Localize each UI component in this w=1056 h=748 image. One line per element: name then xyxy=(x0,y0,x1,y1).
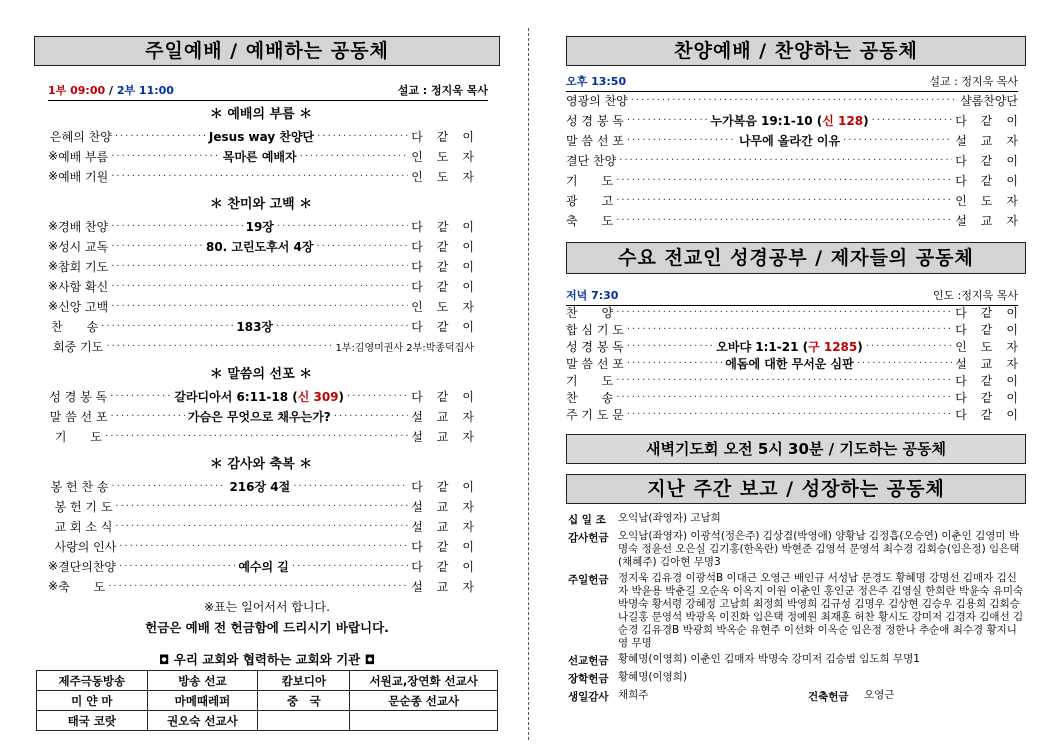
program-leader: 다같이 xyxy=(955,323,1032,337)
program-content-text: 183장 xyxy=(236,319,274,334)
program-content xyxy=(223,148,297,165)
program-label: 성시 교독 xyxy=(58,239,109,254)
report-row xyxy=(568,671,1024,686)
program-leader: 다같이 xyxy=(955,374,1032,388)
leader-dots xyxy=(101,321,233,332)
report-category: 건축헌금 xyxy=(808,691,849,703)
leader-dots xyxy=(616,175,952,186)
program-leader: 다같이 xyxy=(411,279,488,294)
partner-cell: 방송 선교 xyxy=(147,671,258,691)
sermon-preacher: 설교 : 정지욱 목사 xyxy=(397,84,488,97)
leader-dots xyxy=(616,392,952,403)
program-content-end: ) xyxy=(338,389,345,404)
program-row xyxy=(48,126,488,146)
partners-table xyxy=(36,670,498,731)
program-label: 회중 기도 xyxy=(53,339,104,354)
program-content xyxy=(710,112,868,129)
leader-dots xyxy=(616,307,952,318)
leader-dots xyxy=(106,341,332,352)
section-title: ＊ 찬미와 고백 ＊ xyxy=(209,197,313,212)
program-label: 성 경 봉 독 xyxy=(566,113,624,128)
report-names: 황혜명(이영희) xyxy=(618,671,688,683)
wednesday-study-header: 수요 전교인 성경공부 / 제자들의 공동체 xyxy=(566,242,1026,274)
leader-dots xyxy=(115,131,206,142)
program-label: 기 도 xyxy=(54,429,103,444)
program-content-text: 오바댜 1:1-21 ( xyxy=(716,340,809,354)
program-leader: 다같이 xyxy=(411,389,488,404)
sunday-info-bar xyxy=(48,82,488,101)
program-leader: 설교자 xyxy=(411,499,488,514)
program-leader: 다같이 xyxy=(955,173,1032,188)
praise-worship-header: 찬양예배 / 찬양하는 공동체 xyxy=(566,36,1026,66)
partner-cell: 제주극동방송 xyxy=(37,671,148,691)
leader-dots xyxy=(111,241,203,252)
program-row xyxy=(48,296,488,316)
offering-note: 헌금은 예배 전 헌금함에 드리시기 바랍니다. xyxy=(145,620,389,635)
program-row xyxy=(566,90,1018,110)
leader-dots xyxy=(111,261,408,272)
leader-dots xyxy=(843,135,952,146)
leader-dots xyxy=(616,215,952,226)
praise-preacher: 설교 : 정지욱 목사 xyxy=(929,75,1018,88)
partner-cell: 권오숙 선교사 xyxy=(147,711,258,731)
partners-row xyxy=(37,691,498,711)
program-label: 신앙 고백 xyxy=(58,299,109,314)
weekly-report-header: 지난 주간 보고 / 성장하는 공동체 xyxy=(566,474,1026,504)
program-leader: 다같이 xyxy=(411,129,488,144)
leader-dots xyxy=(111,151,220,162)
program-leader: 다같이 xyxy=(955,113,1032,128)
program-label: 은혜의 찬양 xyxy=(50,129,112,144)
program-leader: 다같이 xyxy=(955,306,1032,320)
program-label: 참회 기도 xyxy=(58,259,109,274)
program-label: 축 도 xyxy=(58,579,106,594)
partner-cell: 마메때레퍼 xyxy=(147,691,258,711)
program-label: 결단의찬양 xyxy=(58,559,117,574)
program-label: 기 도 xyxy=(566,173,614,188)
program-row xyxy=(566,150,1032,170)
leader-dots xyxy=(115,521,408,532)
sunday-worship-header: 주일예배 / 예배하는 공동체 xyxy=(34,36,500,66)
program-leader: 다같이 xyxy=(411,559,488,574)
program-leader: 설교자 xyxy=(411,429,488,444)
leader-dots xyxy=(866,341,952,352)
wednesday-time: 저녁 7:30 xyxy=(566,289,619,302)
program-label: 말 씀 선 포 xyxy=(49,409,108,424)
report-row xyxy=(568,530,1024,569)
program-label: 찬 양 xyxy=(566,306,614,320)
program-content-text: 19장 xyxy=(245,219,274,234)
leader-dots xyxy=(277,221,408,232)
leader-dots xyxy=(627,115,708,126)
service-time-2: 2부 11:00 xyxy=(116,84,174,97)
stand-mark: ※ xyxy=(48,279,59,293)
program-content xyxy=(739,132,840,149)
program-row xyxy=(48,406,488,426)
partners-row xyxy=(37,711,498,731)
program-leader: 인도자 xyxy=(411,149,488,164)
report-row xyxy=(568,653,1024,668)
wednesday-leader: 인도 :정지욱 목사 xyxy=(932,289,1018,302)
program-row xyxy=(48,146,488,166)
program-leader: 다같이 xyxy=(411,539,488,554)
partner-cell: 캄보디아 xyxy=(258,671,350,691)
report-category: 장학헌금 xyxy=(568,673,609,685)
service-time-1: 1부 09:00 xyxy=(48,84,106,97)
program-row xyxy=(48,256,488,276)
leader-dots xyxy=(872,115,953,126)
program-row xyxy=(48,496,488,516)
service-time-separator: / xyxy=(105,84,117,97)
program-content-text: 나무에 올라간 이유 xyxy=(738,133,841,148)
program-leader: 1부:김영미권사 2부:박종덕집사 xyxy=(335,342,474,354)
standing-note: ※표는 일어서서 합니다. xyxy=(204,600,330,614)
leader-dots xyxy=(119,541,408,552)
program-content xyxy=(188,408,331,425)
report-names: 정지욱 김유경 이광석B 이대근 오영근 배인규 서성남 문경도 황혜명 강명선 김매자 김신자 박윤용 박춘길 오순옥 이옥지 이원 이춘인 홍인군 정은주 김영실 한희란 박윤숙 유미숙 박명숙 황서령 강혜정 고남희 최정희 박영희 김규성 김명우 김상현 김승우 김용희 김회승 나길홍 문영석 박광옥 이진화 임은택 정예원 최재훈 허찬 황시도 강미저 김경자 김애선 김순경 김유경B 박광희 박옥순 유현주 이선화 이옥순 임은정 정한나 추순애 최수경 황지니영 무명 xyxy=(618,572,1024,649)
program-row xyxy=(48,166,488,186)
program-row xyxy=(566,372,1032,389)
program-content xyxy=(174,388,344,405)
program-leader: 다같이 xyxy=(411,259,488,274)
dawn-prayer-header: 새벽기도회 오전 5시 30분 / 기도하는 공동체 xyxy=(566,434,1026,464)
report-names: 채희주 xyxy=(618,689,649,701)
program-row xyxy=(48,516,488,536)
leader-dots xyxy=(111,171,408,182)
leader-dots xyxy=(317,131,408,142)
program-row xyxy=(48,536,488,556)
wednesday-order xyxy=(566,304,1032,423)
report-names: 오영근 xyxy=(864,689,895,701)
hymn-page-ref: 구 1285 xyxy=(808,340,858,354)
report-category: 십 일 조 xyxy=(568,514,606,526)
program-leader: 인도자 xyxy=(411,169,488,184)
program-leader: 설교자 xyxy=(955,213,1032,228)
leader-dots xyxy=(293,481,408,492)
program-label: 성 경 봉 독 xyxy=(49,389,108,404)
leader-dots xyxy=(119,561,235,572)
leader-dots xyxy=(316,241,408,252)
program-content-text: 목마른 예배자 xyxy=(222,149,297,164)
program-leader: 다같이 xyxy=(411,219,489,234)
report-category: 주일헌금 xyxy=(568,574,609,586)
report-names: 오익남(좌영자) 이광석(정은주) 김상겸(박영애) 양황남 김정흡(오승연) 이춘인 김영미 박명숙 정윤선 오은실 김기홍(한옥란) 박현준 김영석 문영석 최수경 김회승(임은정) 임은택(채혜주) 김아현 무명3 xyxy=(618,530,1020,568)
program-label: 봉 헌 기 도 xyxy=(54,499,113,514)
program-leader: 다같이 xyxy=(955,391,1032,405)
section-title: ＊ 감사와 축복 ＊ xyxy=(209,457,313,472)
program-leader: 다같이 xyxy=(411,319,489,334)
program-row xyxy=(48,236,488,256)
partner-cell xyxy=(258,711,350,731)
program-label: 영광의 찬양 xyxy=(566,93,628,108)
program-row xyxy=(566,338,1032,355)
program-row xyxy=(566,355,1032,372)
program-leader: 설교자 xyxy=(411,579,488,594)
partner-cell: 미 얀 마 xyxy=(37,691,148,711)
leader-dots xyxy=(292,561,408,572)
program-label: 봉 헌 찬 송 xyxy=(50,479,109,494)
stand-mark: ※ xyxy=(48,169,59,183)
program-row xyxy=(566,389,1032,406)
program-row xyxy=(566,130,1032,150)
program-content xyxy=(236,318,273,335)
program-leader: 설교자 xyxy=(411,519,488,534)
praise-time: 오후 13:50 xyxy=(566,75,627,88)
leader-dots xyxy=(619,155,952,166)
program-row xyxy=(48,316,489,336)
leader-dots xyxy=(111,221,242,232)
program-content xyxy=(725,355,853,372)
leader-dots xyxy=(347,391,408,402)
leader-dots xyxy=(616,375,952,386)
program-label: 예배 기원 xyxy=(58,169,109,184)
leader-dots xyxy=(627,409,952,420)
program-label: 성 경 봉 독 xyxy=(566,340,624,354)
partner-cell: 서원교,장연화 선교사 xyxy=(350,671,498,691)
program-leader: 인도자 xyxy=(955,193,1032,208)
program-content xyxy=(229,478,290,495)
program-leader: 다같이 xyxy=(411,479,489,494)
leader-dots xyxy=(631,95,957,106)
program-content-text: 갈라디아서 6:11-18 ( xyxy=(174,389,298,404)
leader-dots xyxy=(616,195,952,206)
stand-mark: ※ xyxy=(48,259,59,273)
program-row xyxy=(48,276,488,296)
program-label: 결단 찬양 xyxy=(566,153,617,168)
partner-cell: 중 국 xyxy=(258,691,350,711)
program-row xyxy=(48,386,488,406)
program-row xyxy=(566,210,1032,230)
partners-title: ◘ 우리 교회와 협력하는 교회와 기관 ◘ xyxy=(158,652,376,667)
partner-cell xyxy=(350,711,498,731)
program-label: 찬 송 xyxy=(50,319,99,334)
program-row xyxy=(48,426,488,446)
program-label: 말 씀 선 포 xyxy=(566,133,624,148)
leader-dots xyxy=(627,135,736,146)
program-row xyxy=(566,304,1032,321)
report-row xyxy=(568,512,1024,527)
program-label: 경배 찬양 xyxy=(58,219,109,234)
program-leader: 다같이 xyxy=(955,408,1032,422)
program-row xyxy=(566,170,1032,190)
program-row xyxy=(48,336,474,356)
program-content-end: ) xyxy=(863,113,869,128)
program-leader: 설교자 xyxy=(955,133,1032,148)
order-of-worship xyxy=(48,104,489,596)
hymn-page-ref: 신 128 xyxy=(822,113,864,128)
report-row xyxy=(568,689,1024,704)
program-label: 기 도 xyxy=(566,374,614,388)
leader-dots xyxy=(110,411,184,422)
program-row xyxy=(48,556,488,576)
report-category: 생일감사 xyxy=(568,691,609,703)
program-row xyxy=(566,190,1032,210)
section-title: ＊ 말씀의 선포 ＊ xyxy=(209,367,313,382)
service-times xyxy=(48,82,174,100)
program-label: 사랑의 인사 xyxy=(54,539,117,554)
leader-dots xyxy=(334,411,408,422)
leader-dots xyxy=(300,151,409,162)
program-row xyxy=(566,321,1032,338)
program-label: 사함 확신 xyxy=(58,279,109,294)
program-label: 광 고 xyxy=(566,193,614,208)
stand-mark: ※ xyxy=(48,219,59,233)
program-content-text: 80. 고린도후서 4장 xyxy=(205,239,314,254)
program-content xyxy=(209,128,314,145)
program-content-text: 에돔에 대한 무서운 심판 xyxy=(725,357,854,371)
leader-dots xyxy=(111,301,408,312)
program-row xyxy=(48,216,489,236)
center-divider xyxy=(528,28,529,740)
leader-dots xyxy=(105,431,408,442)
program-label: 예배 부름 xyxy=(58,149,109,164)
program-content xyxy=(716,338,862,355)
stand-mark: ※ xyxy=(48,239,59,253)
program-label: 말 씀 선 포 xyxy=(566,357,624,371)
praise-order xyxy=(566,90,1032,230)
leader-dots xyxy=(110,391,171,402)
program-row xyxy=(566,406,1032,423)
hymn-page-ref: 신 309 xyxy=(297,389,339,404)
program-leader: 다같이 xyxy=(955,153,1032,168)
leader-dots xyxy=(111,281,408,292)
program-content-text: 가슴은 무엇으로 채우는가? xyxy=(187,409,331,424)
program-row xyxy=(48,476,489,496)
program-leader: 설교자 xyxy=(411,409,488,424)
report-names: 황혜명(이영희) 이춘인 김매자 박명숙 강미저 김승범 임도희 무명1 xyxy=(618,653,920,665)
section-title: ＊ 예배의 부름 ＊ xyxy=(209,107,313,122)
program-content-text: Jesus way 찬양단 xyxy=(208,129,315,144)
stand-mark: ※ xyxy=(48,299,59,313)
program-content-text: 216장 4절 xyxy=(229,479,291,494)
program-content xyxy=(246,218,274,235)
leader-dots xyxy=(627,341,713,352)
leader-dots xyxy=(276,321,408,332)
program-label: 주 기 도 문 xyxy=(566,408,624,422)
program-leader: 다같이 xyxy=(411,239,488,254)
program-label: 교 회 소 식 xyxy=(54,519,113,534)
program-row xyxy=(566,110,1032,130)
leader-dots xyxy=(108,581,408,592)
leader-dots xyxy=(627,324,952,335)
partner-cell: 태국 코랏 xyxy=(37,711,148,731)
program-label: 축 도 xyxy=(566,213,614,228)
program-row xyxy=(48,576,488,596)
stand-mark: ※ xyxy=(48,149,59,163)
program-content-text: 누가복음 19:1-10 ( xyxy=(710,113,823,128)
program-label: 찬 송 xyxy=(566,391,614,405)
partners-row xyxy=(37,671,498,691)
program-leader: 인도자 xyxy=(411,299,488,314)
stand-mark: ※ xyxy=(48,579,59,593)
program-content xyxy=(206,238,314,255)
program-label: 합 심 기 도 xyxy=(566,323,624,337)
leader-dots xyxy=(111,481,226,492)
report-category: 감사헌금 xyxy=(568,532,609,544)
program-leader: 샬롬찬양단 xyxy=(960,93,1018,108)
leader-dots xyxy=(857,358,952,369)
program-leader: 설교자 xyxy=(955,357,1032,371)
report-row xyxy=(568,572,1024,650)
program-content-end: ) xyxy=(857,340,863,354)
leader-dots xyxy=(627,358,722,369)
weekly-report xyxy=(568,512,1024,707)
program-content-text: 예수의 길 xyxy=(238,559,289,574)
report-category: 선교헌금 xyxy=(568,655,609,667)
program-leader: 인도자 xyxy=(955,340,1032,354)
stand-mark: ※ xyxy=(48,559,59,573)
report-names: 오익남(좌영자) 고남희 xyxy=(618,512,721,524)
leader-dots xyxy=(115,501,408,512)
program-content xyxy=(238,558,289,575)
partner-cell: 문순종 선교사 xyxy=(350,691,498,711)
